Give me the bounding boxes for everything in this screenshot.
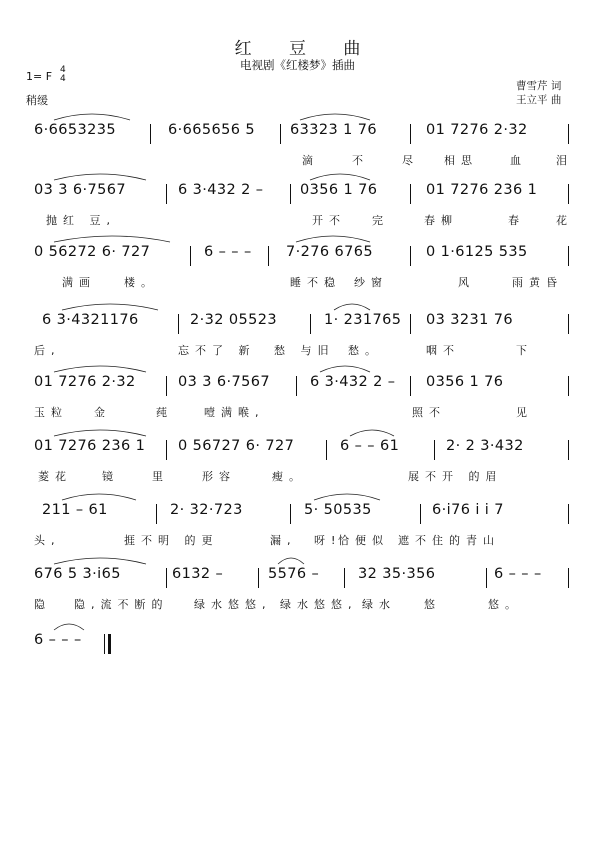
slur-marks — [28, 484, 568, 504]
lyric-word: 楼。 — [124, 276, 158, 289]
measure-notes: 0 1·6125 535 — [426, 244, 528, 260]
barline — [326, 440, 327, 460]
measure-notes: 5· 50535 — [304, 502, 372, 518]
barline — [568, 246, 569, 266]
lyric-word: 开不 — [312, 214, 346, 227]
measure-notes: 01 7276 236 1 — [426, 182, 538, 198]
slur-marks — [28, 104, 568, 124]
score-line — [0, 632, 595, 692]
measure-notes: 01 7276 2·32 — [426, 122, 528, 138]
slur — [54, 114, 130, 120]
barline — [486, 568, 487, 588]
barline — [166, 568, 167, 588]
measure-notes: 2·32 05523 — [190, 312, 278, 328]
lyric-word: 绿水 — [362, 598, 396, 611]
measure-notes: 63323 1 76 — [290, 122, 378, 138]
lyric-word: 遮不住的青山 — [398, 534, 500, 547]
lyric-word: 纱窗 — [354, 276, 388, 289]
barline — [166, 440, 167, 460]
barline — [410, 376, 411, 396]
lyric-word: 照不 — [412, 406, 446, 419]
measure-notes: 6 – – – — [494, 566, 542, 582]
slur-marks — [28, 226, 568, 246]
lyric-word: 金 — [94, 406, 111, 419]
measure-notes: 6132 – — [172, 566, 224, 582]
lyric-word: 春柳 — [424, 214, 458, 227]
tempo-marking: 稍缓 — [26, 94, 48, 107]
barline — [568, 568, 569, 588]
lyric-word: 菱花 — [38, 470, 72, 483]
measure-notes: 6 3·432 2 – — [178, 182, 264, 198]
measure-notes: 6 3·4321176 — [42, 312, 139, 328]
measure-notes: 0 56272 6· 727 — [34, 244, 151, 260]
barline — [310, 314, 311, 334]
barline — [434, 440, 435, 460]
lyric-word: 花 — [556, 214, 573, 227]
barline — [156, 504, 157, 524]
lyric-word: 不 — [352, 154, 369, 167]
lyric-word: 捱不明 的更 — [124, 534, 219, 547]
barline — [344, 568, 345, 588]
barline — [150, 124, 151, 144]
barline — [568, 184, 569, 204]
measure-notes: 6·665656 5 — [168, 122, 256, 138]
measure-notes: 01 7276 2·32 — [34, 374, 136, 390]
lyric-word: 隐,流不断的 — [74, 598, 169, 611]
measure-notes: 6 – – 61 — [340, 438, 400, 454]
lyric-word: 莼 — [156, 406, 173, 419]
lyric-word: 绿水悠悠, — [194, 598, 272, 611]
barline — [290, 504, 291, 524]
barline — [104, 634, 105, 654]
barline — [280, 124, 281, 144]
lyric-word: 噎满喉, — [204, 406, 265, 419]
lyric-word: 完 — [372, 214, 389, 227]
lyric-word: 下 — [516, 344, 533, 357]
lyric-word: 形容 — [202, 470, 236, 483]
measure-notes: 32 35·356 — [358, 566, 436, 582]
barline — [410, 124, 411, 144]
lyric-word: 满画 — [62, 276, 96, 289]
slur-marks — [28, 356, 568, 376]
slur-marks — [28, 614, 568, 634]
song-subtitle: 电视剧《红楼梦》插曲 — [240, 58, 355, 72]
lyricist-credit: 曹雪芹 词 — [516, 80, 562, 92]
lyric-word: 愁 与旧 — [274, 344, 335, 357]
measure-notes: 6 3·432 2 – — [310, 374, 396, 390]
slur-marks — [28, 294, 568, 314]
measure-notes: 7·276 6765 — [286, 244, 374, 260]
lyric-word: 愁。 — [348, 344, 382, 357]
lyric-word: 恰便似 — [338, 534, 389, 547]
meter-bottom: 4 — [60, 74, 66, 84]
slur-marks — [28, 548, 568, 568]
measure-notes: 0 56727 6· 727 — [178, 438, 295, 454]
lyric-word: 绿水悠悠, — [280, 598, 358, 611]
lyric-word: 春 — [508, 214, 525, 227]
slur — [54, 558, 146, 564]
measure-notes: 1· 231765 — [324, 312, 402, 328]
measure-notes: 676 5 3·i65 — [34, 566, 121, 582]
lyric-word: 漏, — [270, 534, 297, 547]
measure-notes: 211 – 61 — [42, 502, 108, 518]
lyric-word: 尽 — [402, 154, 419, 167]
slur — [54, 174, 146, 180]
slur — [334, 304, 370, 310]
meter-top: 4 — [60, 65, 66, 75]
barline — [296, 376, 297, 396]
lyric-word: 滴 — [302, 154, 319, 167]
lyric-word: 隐 — [34, 598, 51, 611]
slur — [62, 304, 158, 310]
barline — [568, 124, 569, 144]
slur — [350, 430, 394, 436]
credits — [516, 79, 561, 107]
lyric-word: 悠。 — [488, 598, 522, 611]
song-title: 红 豆 曲 — [234, 39, 377, 59]
barline — [166, 184, 167, 204]
slur — [296, 236, 370, 242]
composer-credit: 王立平 曲 — [516, 94, 562, 106]
barline — [258, 568, 259, 588]
measure-notes: 0356 1 76 — [426, 374, 504, 390]
lyric-word: 泪 — [556, 154, 573, 167]
lyric-word: 瘦。 — [272, 470, 306, 483]
barline — [568, 376, 569, 396]
barline — [410, 314, 411, 334]
lyric-word: 血 — [510, 154, 527, 167]
slur — [62, 494, 136, 500]
lyric-word: 雨黄昏 — [512, 276, 563, 289]
measure-notes: 0356 1 76 — [300, 182, 378, 198]
slur — [278, 558, 304, 564]
barline — [410, 246, 411, 266]
barline — [166, 376, 167, 396]
barline — [190, 246, 191, 266]
lyric-word: 见 — [516, 406, 533, 419]
barline — [290, 184, 291, 204]
lyric-word: 风 — [458, 276, 475, 289]
measure-notes: 6·i76 i i 7 — [432, 502, 504, 518]
slur — [310, 174, 370, 180]
slur — [300, 114, 370, 120]
slur — [54, 236, 170, 242]
lyric-word: 呀! — [314, 534, 342, 547]
measure-notes: 5576 – — [268, 566, 320, 582]
final-barline — [108, 634, 111, 654]
slur — [314, 494, 380, 500]
measure-notes: 6·6653235 — [34, 122, 117, 138]
slur — [320, 366, 370, 372]
barline — [178, 314, 179, 334]
measure-notes: 2· 32·723 — [170, 502, 243, 518]
measure-notes: 03 3231 76 — [426, 312, 514, 328]
time-signature — [60, 66, 66, 84]
slur — [54, 366, 146, 372]
slur-marks — [28, 420, 568, 440]
lyric-word: 睡不稳 — [290, 276, 341, 289]
lyric-word: 里 — [152, 470, 169, 483]
barline — [568, 440, 569, 460]
lyric-word: 抛红 豆, — [46, 214, 116, 227]
lyric-word: 相思 — [444, 154, 478, 167]
measure-notes: 01 7276 236 1 — [34, 438, 146, 454]
measure-notes: 6 – – – — [34, 632, 82, 648]
barline — [568, 504, 569, 524]
measure-notes: 03 3 6·7567 — [34, 182, 127, 198]
lyric-word: 后, — [34, 344, 61, 357]
key-signature: 1= F — [26, 70, 53, 83]
lyric-word: 咽不 — [426, 344, 460, 357]
measure-notes: 03 3 6·7567 — [178, 374, 271, 390]
barline — [420, 504, 421, 524]
slur — [54, 624, 84, 630]
slur — [54, 430, 146, 436]
measure-notes: 6 – – – — [204, 244, 252, 260]
lyric-word: 展不开 的眉 — [408, 470, 503, 483]
barline — [568, 314, 569, 334]
barline — [268, 246, 269, 266]
barline — [410, 184, 411, 204]
lyric-word: 悠 — [424, 598, 441, 611]
lyric-word: 玉粒 — [34, 406, 68, 419]
slur-marks — [28, 164, 568, 184]
lyric-word: 头, — [34, 534, 61, 547]
measure-notes: 2· 2 3·432 — [446, 438, 524, 454]
lyric-word: 忘不了 新 — [178, 344, 256, 357]
lyric-word: 镜 — [102, 470, 119, 483]
